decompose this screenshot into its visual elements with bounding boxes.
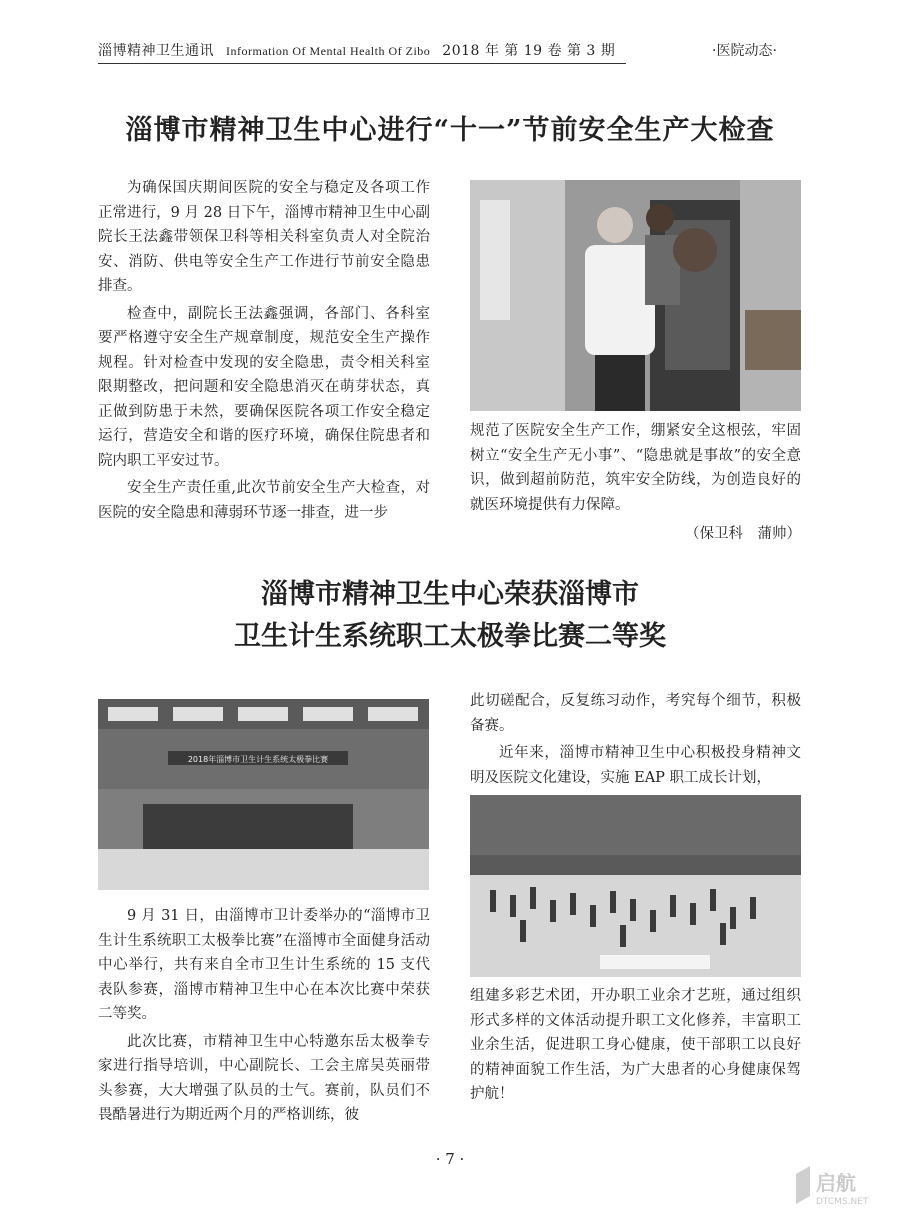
section-label: ·医院动态· — [712, 43, 777, 59]
watermark-subtext: DTCMS.NET — [816, 1197, 869, 1207]
taichi-team-photo — [98, 699, 429, 890]
header-divider — [98, 63, 626, 64]
article1-byline: （保卫科 蒲帅） — [685, 526, 801, 542]
article2-title-line2: 卫生计生系统职工太极拳比赛二等奖 — [234, 621, 666, 652]
page-number: · 7 · — [435, 1150, 465, 1168]
article2-title-line1: 淄博市精神卫生中心荣获淄博市 — [261, 579, 639, 610]
journal-header — [98, 40, 615, 60]
article1-left-column — [98, 176, 430, 525]
watermark-logo — [790, 1160, 890, 1210]
taichi-performance-photo — [470, 795, 801, 977]
article2-right-bottom-column — [470, 984, 801, 1107]
article2-right-top-column — [470, 689, 801, 790]
article1-title: 淄博市精神卫生中心进行“十一”节前安全生产大检查 — [125, 115, 775, 146]
article2-paragraph: 近年来，淄博市精神卫生中心积极投身精神文明及医院文化建设，实施 EAP 职工成长计划， — [470, 745, 801, 786]
article2-paragraph: 9 月 31 日，由淄博市卫计委举办的“淄博市卫生计生系统职工太极拳比赛”在淄博市全面健身活动中心举行，共有来自全市卫生计生系统的 15 支代表队参赛，淄博市精神卫生中心在本次比赛中荣获二等奖。 — [98, 908, 430, 1022]
article2-paragraph: 此次比赛，市精神卫生中心特邀东岳太极拳专家进行指导培训，中心副院长、工会主席吴英丽带头参赛，大大增强了队员的士气。赛前，队员们不畏酷暑进行为期近两个月的严格训练，彼 — [98, 1033, 430, 1123]
watermark-text: 启航 — [816, 1171, 856, 1195]
article2-title — [0, 574, 900, 658]
article1-paragraph: 检查中，副院长王法鑫强调，各部门、各科室要严格遵守安全生产规章制度，规范安全生产操作规程。针对检查中发现的安全隐患，责令相关科室限期整改，把问题和安全隐患消灭在萌芽状态，真正做到防患于未然，要确保医院各项工作安全稳定运行，营造安全和谐的医疗环境，确保住院患者和院内职工平安过节。 — [98, 305, 430, 469]
article1-right-column — [470, 419, 801, 517]
article2-left-column — [98, 904, 430, 1128]
journal-name-en: Information Of Mental Health Of Zibo — [226, 44, 431, 58]
photo-banner-text: 2018年淄博市卫生计生系统太极拳比赛 — [187, 755, 329, 764]
article1-paragraph: 规范了医院安全生产工作，绷紧安全这根弦，牢固树立“安全生产无小事”、“隐患就是事故”的安全意识，做到超前防范，筑牢安全防线，为创造良好的就医环境提供有力保障。 — [470, 423, 801, 513]
article1-paragraph: 为确保国庆期间医院的安全与稳定及各项工作正常进行，9 月 28 日下午，淄博市精神卫生中心副院长王法鑫带领保卫科等相关科室负责人对全院治安、消防、供电等安全生产工作进行节前安全隐患排查。 — [98, 180, 430, 294]
article1-paragraph: 安全生产责任重,此次节前安全生产大检查，对医院的安全隐患和薄弱环节逐一排查，进一步 — [98, 480, 430, 521]
safety-inspection-photo — [470, 180, 801, 411]
photo-inspection-image — [470, 180, 801, 411]
journal-name-cn: 淄博精神卫生通讯 — [98, 43, 214, 59]
article2-paragraph: 此切磋配合，反复练习动作，考究每个细节，积极备赛。 — [470, 693, 801, 734]
article2-paragraph: 组建多彩艺术团，开办职工业余才艺班，通过组织形式多样的文体活动提升职工文化修养，丰富职工业余生活，促进职工身心健康，使干部职工以良好的精神面貌工作生活，为广大患者的心身健康保驾护航！ — [470, 988, 801, 1102]
journal-issue: 2018 年 第 19 卷 第 3 期 — [442, 43, 616, 59]
